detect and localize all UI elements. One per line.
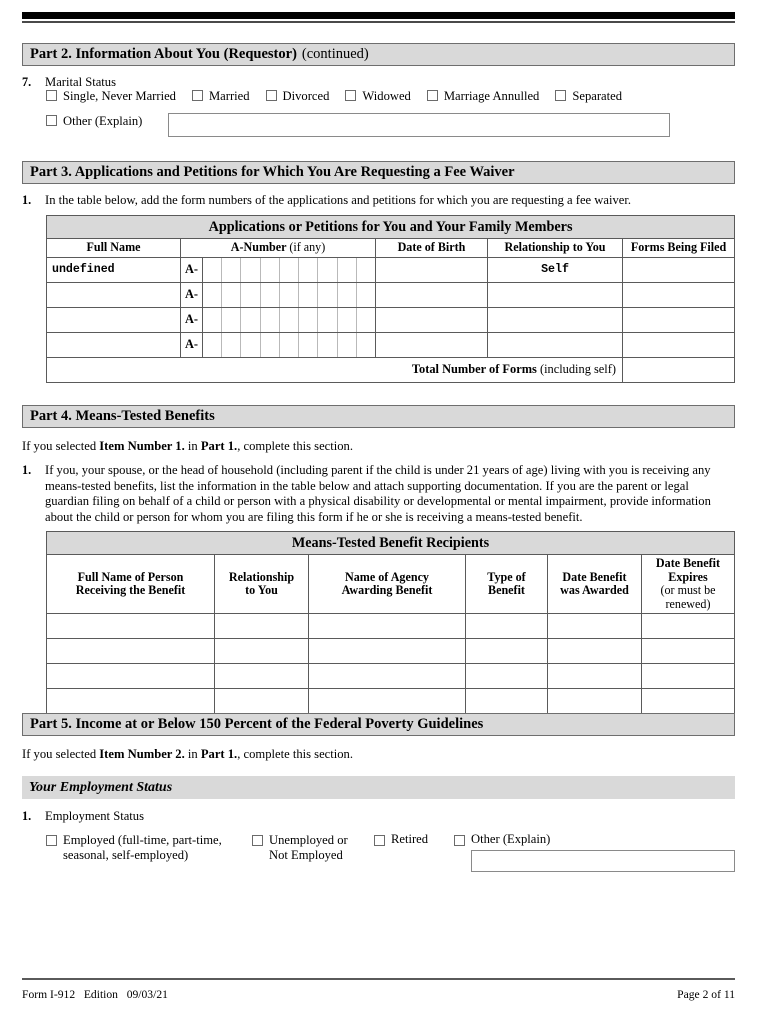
means-tested-table-caption: Means-Tested Benefit Recipients (47, 532, 735, 555)
header-line2: Receiving the Benefit (75, 583, 186, 597)
cell-forms-filed[interactable] (623, 282, 735, 307)
header-line2: Benefit (488, 583, 525, 597)
cell-relationship[interactable] (488, 282, 623, 307)
marital-option-label: Widowed (362, 89, 411, 103)
cell-a-number[interactable] (181, 282, 376, 307)
part5-intro-e: , complete this section. (237, 747, 353, 761)
table-header-row (47, 555, 735, 614)
cell-date-of-birth[interactable] (376, 282, 488, 307)
a-number-box[interactable] (318, 333, 337, 357)
a-number-box[interactable] (261, 333, 280, 357)
cell-agency-name[interactable] (309, 689, 466, 714)
cell-date-expires[interactable] (642, 664, 735, 689)
part5-item1-number: 1. (22, 809, 32, 823)
header-line1: Date Benefit Expires (655, 556, 721, 584)
cell-full-name[interactable] (47, 307, 181, 332)
part2-item7-label: Marital Status (45, 75, 117, 89)
header-relationship: Relationship to You (488, 239, 623, 258)
checkbox-employed[interactable] (46, 835, 57, 846)
marital-option-label: Divorced (282, 89, 330, 103)
total-forms-label-bold: Total Number of Forms (411, 362, 537, 376)
a-number-box[interactable] (318, 283, 337, 307)
marital-other-explain-value (169, 114, 669, 122)
checkbox-separated[interactable] (555, 90, 566, 101)
a-number-box[interactable] (357, 283, 375, 307)
part4-intro-item: Item Number 1. (99, 439, 185, 453)
cell-forms-filed[interactable] (623, 307, 735, 332)
cell-recipient-name[interactable] (47, 689, 215, 714)
header-full-name: Full Name (47, 239, 181, 258)
employment-option-label (63, 833, 222, 863)
a-number-box[interactable] (280, 308, 299, 332)
a-number-prefix: A- (181, 333, 203, 357)
header-relationship-to-you (215, 555, 309, 614)
part5-heading (22, 713, 735, 736)
employment-label-line1: Unemployed or (269, 833, 348, 847)
a-number-box[interactable] (241, 258, 260, 282)
header-date-benefit-awarded (548, 555, 642, 614)
a-number-box[interactable] (318, 308, 337, 332)
a-number-box[interactable] (338, 308, 357, 332)
table-header-row (47, 239, 735, 258)
a-number-box[interactable] (338, 258, 357, 282)
a-number-prefix: A- (181, 258, 203, 282)
header-a-number-bold: A-Number (230, 240, 287, 254)
a-number-box[interactable] (299, 283, 318, 307)
a-number-box[interactable] (357, 258, 375, 282)
employment-label-line2: Not Employed (269, 848, 343, 862)
a-number-box[interactable] (241, 333, 260, 357)
employment-status-subheading (22, 776, 735, 799)
marital-option-single[interactable] (46, 90, 176, 103)
table-row (47, 689, 735, 714)
cell-agency-name[interactable] (309, 664, 466, 689)
cell-relationship[interactable] (215, 614, 309, 639)
part4-item1-text: If you, your spouse, or the head of household (including parent if the child is under 21 years of age) living with you is receiving any means-tested benefits, list the information in the table below and attach supporting documentation. If you are the parent or legal guardian filing on behalf of a child or person with a physical disability or developmental or mental impairment, provide information about the child or person for whom you are filing this form if he or she is receiving a means-tested benefit. (45, 463, 711, 524)
top-rule-thick (22, 12, 735, 19)
marital-option-label: Single, Never Married (63, 89, 176, 103)
cell-agency-name[interactable] (309, 639, 466, 664)
page-top-rule (22, 12, 735, 23)
a-number-boxes[interactable] (203, 308, 375, 332)
a-number-box[interactable] (280, 333, 299, 357)
header-line2: to You (245, 583, 278, 597)
header-full-name-of-person (47, 555, 215, 614)
total-forms-label-regular: (including self) (539, 362, 616, 376)
marital-option-separated[interactable] (555, 90, 622, 103)
table-total-row (47, 357, 735, 382)
marital-option-married[interactable] (192, 90, 250, 103)
a-number-box[interactable] (241, 283, 260, 307)
total-forms-label (47, 357, 623, 382)
footer-form-info (22, 988, 168, 1001)
part2-heading-regular: (continued) (301, 46, 369, 62)
employment-label-line2: seasonal, self-employed) (63, 848, 189, 862)
footer-rule (22, 978, 735, 980)
header-forms-being-filed: Forms Being Filed (623, 239, 735, 258)
cell-relationship[interactable] (215, 664, 309, 689)
cell-relationship[interactable] (488, 307, 623, 332)
checkbox-single-never-married[interactable] (46, 90, 57, 101)
cell-forms-filed[interactable] (623, 257, 735, 282)
part2-heading-bold: Part 2. Information About You (Requestor) (30, 46, 297, 62)
a-number-box[interactable] (222, 308, 241, 332)
a-number-boxes[interactable] (203, 283, 375, 307)
header-type-of-benefit (466, 555, 548, 614)
footer-page-number: Page 2 of 11 (677, 988, 735, 1001)
part5-intro-part: Part 1. (200, 747, 238, 761)
cell-full-name[interactable] (47, 282, 181, 307)
part3-item1-number: 1. (22, 193, 32, 207)
header-line2: was Awarded (560, 583, 629, 597)
a-number-box[interactable] (222, 283, 241, 307)
cell-relationship[interactable] (215, 639, 309, 664)
cell-forms-filed[interactable] (623, 332, 735, 357)
cell-benefit-type[interactable] (466, 639, 548, 664)
header-line2: Awarding Benefit (341, 583, 433, 597)
footer-edition-label: Edition (83, 988, 118, 1001)
cell-date-of-birth[interactable] (376, 332, 488, 357)
employment-option-other[interactable] (454, 833, 550, 846)
a-number-prefix: A- (181, 283, 203, 307)
cell-relationship[interactable]: Self (488, 257, 623, 282)
part3-heading-text: Part 3. Applications and Petitions for Which You Are Requesting a Fee Waiver (30, 164, 515, 180)
a-number-box[interactable] (318, 258, 337, 282)
part4-intro (22, 439, 353, 454)
footer-edition-date: 09/03/21 (126, 988, 168, 1001)
employment-option-retired[interactable] (374, 833, 428, 846)
a-number-box[interactable] (299, 308, 318, 332)
checkbox-divorced[interactable] (266, 90, 277, 101)
header-line1: Relationship (228, 569, 295, 584)
applications-petitions-table (46, 215, 735, 383)
part4-item1-number: 1. (22, 463, 32, 477)
cell-recipient-name[interactable] (47, 639, 215, 664)
applications-table-caption: Applications or Petitions for You and Your Family Members (47, 216, 735, 239)
header-line1: Date Benefit (562, 569, 627, 584)
checkbox-retired[interactable] (374, 835, 385, 846)
part4-intro-part: Part 1. (200, 439, 238, 453)
a-number-box[interactable] (222, 258, 241, 282)
a-number-box[interactable] (357, 308, 375, 332)
a-number-boxes[interactable] (203, 258, 375, 282)
cell-date-awarded[interactable] (548, 639, 642, 664)
table-row (47, 257, 735, 282)
table-row (47, 282, 735, 307)
footer-form-number: Form I-912 (22, 988, 76, 1001)
part2-item7-number: 7. (22, 75, 32, 89)
header-date-benefit-expires (642, 555, 735, 614)
header-date-of-birth: Date of Birth (376, 239, 488, 258)
cell-date-expires[interactable] (642, 639, 735, 664)
part3-item1-text: In the table below, add the form numbers of the applications and petitions for which you are requesting a fee waiver. (45, 193, 632, 207)
table-row (47, 664, 735, 689)
part5-item1-label: Employment Status (45, 809, 144, 823)
a-number-box[interactable] (241, 308, 260, 332)
marital-status-options (46, 90, 622, 103)
cell-agency-name[interactable] (309, 614, 466, 639)
cell-relationship[interactable] (488, 332, 623, 357)
part4-intro-a: If you selected (22, 439, 100, 453)
cell-a-number[interactable] (181, 332, 376, 357)
cell-full-name[interactable] (47, 332, 181, 357)
cell-date-of-birth[interactable] (376, 307, 488, 332)
marital-option-annulled[interactable] (427, 90, 539, 103)
table-caption-row (47, 216, 735, 239)
part4-intro-c: in (184, 439, 201, 453)
header-line1: Type of (487, 569, 526, 584)
marital-option-label: Separated (572, 89, 622, 103)
a-number-box[interactable] (299, 258, 318, 282)
checkbox-unemployed[interactable] (252, 835, 263, 846)
a-number-boxes[interactable] (203, 333, 375, 357)
cell-date-expires[interactable] (642, 614, 735, 639)
cell-recipient-name[interactable] (47, 664, 215, 689)
cell-benefit-type[interactable] (466, 689, 548, 714)
top-rule-thin (22, 21, 735, 23)
part5-heading-text: Part 5. Income at or Below 150 Percent of the Federal Poverty Guidelines (30, 716, 484, 732)
marital-option-label: Marriage Annulled (443, 89, 540, 103)
header-a-number-regular: (if any) (289, 240, 326, 254)
header-name-of-agency (309, 555, 466, 614)
means-tested-benefit-recipients-table (46, 531, 735, 714)
cell-date-of-birth[interactable] (376, 257, 488, 282)
checkbox-widowed[interactable] (345, 90, 356, 101)
employment-option-label: Retired (391, 832, 429, 846)
a-number-box[interactable] (299, 333, 318, 357)
employment-option-label (269, 833, 348, 863)
a-number-box[interactable] (203, 258, 222, 282)
marital-option-divorced[interactable] (266, 90, 330, 103)
a-number-box[interactable] (203, 308, 222, 332)
checkbox-marriage-annulled[interactable] (427, 90, 438, 101)
cell-benefit-type[interactable] (466, 614, 548, 639)
cell-full-name[interactable]: undefined (47, 257, 181, 282)
part5-intro-a: If you selected (22, 747, 100, 761)
part5-intro (22, 747, 353, 762)
employment-option-unemployed[interactable] (252, 833, 367, 863)
checkbox-marital-other[interactable] (46, 115, 57, 126)
part4-intro-e: , complete this section. (237, 439, 353, 453)
part5-intro-c: in (184, 747, 201, 761)
part3-heading (22, 161, 735, 184)
table-row (47, 639, 735, 664)
a-number-box[interactable] (338, 283, 357, 307)
header-a-number (181, 239, 376, 258)
employment-option-employed[interactable] (46, 833, 246, 863)
part5-intro-item: Item Number 2. (99, 747, 185, 761)
cell-date-expires[interactable] (642, 689, 735, 714)
table-row (47, 614, 735, 639)
checkbox-employment-other[interactable] (454, 835, 465, 846)
a-number-box[interactable] (222, 333, 241, 357)
a-number-box[interactable] (280, 258, 299, 282)
a-number-box[interactable] (261, 258, 280, 282)
cell-date-awarded[interactable] (548, 664, 642, 689)
marital-other-explain-input[interactable] (168, 113, 670, 137)
a-number-box[interactable] (357, 333, 375, 357)
table-caption-row (47, 532, 735, 555)
cell-benefit-type[interactable] (466, 664, 548, 689)
cell-a-number[interactable] (181, 257, 376, 282)
marital-option-other[interactable] (46, 115, 142, 128)
header-line1: Full Name of Person (77, 569, 184, 584)
cell-a-number[interactable] (181, 307, 376, 332)
a-number-box[interactable] (203, 283, 222, 307)
marital-option-label: Married (208, 89, 250, 103)
marital-other-label: Other (Explain) (63, 114, 143, 128)
table-row (47, 332, 735, 357)
employment-other-explain-input[interactable] (471, 850, 735, 872)
employment-option-label: Other (Explain) (471, 832, 551, 846)
header-line2: (or must be renewed) (660, 583, 716, 611)
checkbox-married[interactable] (192, 90, 203, 101)
a-number-box[interactable] (280, 283, 299, 307)
cell-date-awarded[interactable] (548, 689, 642, 714)
cell-date-awarded[interactable] (548, 614, 642, 639)
employment-status-subheading-text: Your Employment Status (29, 779, 173, 795)
employment-other-explain-value (472, 851, 734, 857)
table-row (47, 307, 735, 332)
employment-label-line1: Employed (full-time, part-time, (63, 833, 222, 847)
a-number-box[interactable] (203, 333, 222, 357)
cell-recipient-name[interactable] (47, 614, 215, 639)
a-number-box[interactable] (261, 308, 280, 332)
header-line1: Name of Agency (345, 569, 429, 584)
total-forms-value[interactable] (623, 357, 735, 382)
a-number-box[interactable] (338, 333, 357, 357)
marital-option-widowed[interactable] (345, 90, 410, 103)
a-number-box[interactable] (261, 283, 280, 307)
a-number-prefix: A- (181, 308, 203, 332)
part2-heading (22, 43, 735, 66)
part4-heading (22, 405, 735, 428)
part4-heading-text: Part 4. Means-Tested Benefits (30, 408, 215, 424)
cell-relationship[interactable] (215, 689, 309, 714)
